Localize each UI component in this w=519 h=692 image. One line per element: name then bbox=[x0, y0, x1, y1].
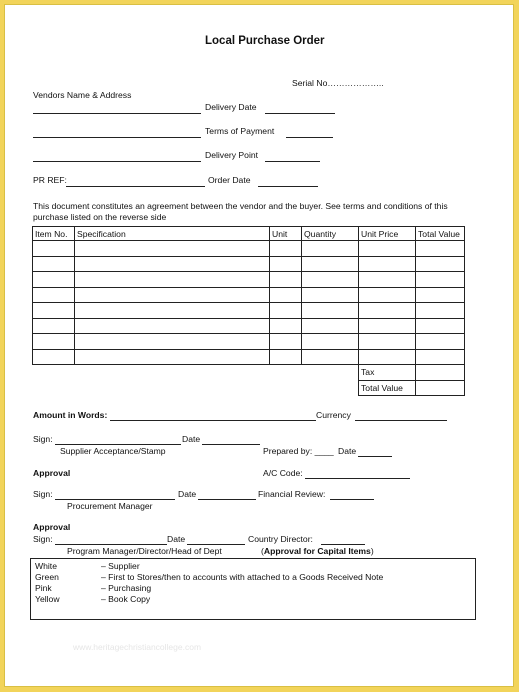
pr-ref-field[interactable] bbox=[66, 186, 205, 187]
currency-field[interactable] bbox=[355, 420, 447, 421]
director-date-label: Date bbox=[167, 534, 186, 544]
total-value-cell[interactable] bbox=[416, 380, 465, 396]
total-row bbox=[33, 380, 465, 396]
copy-color-white: White bbox=[35, 561, 57, 571]
table-row[interactable] bbox=[33, 334, 465, 350]
order-date-label: Order Date bbox=[208, 175, 251, 185]
director-sign-field[interactable] bbox=[55, 544, 167, 545]
copy-dest-yellow: – Book Copy bbox=[101, 594, 151, 604]
agreement-text-line-2: purchase listed on the reverse side bbox=[33, 212, 167, 222]
vendor-address-line-2[interactable] bbox=[33, 137, 201, 138]
supplier-sign-field[interactable] bbox=[55, 444, 181, 445]
copy-distribution-box bbox=[30, 558, 476, 620]
country-director-field[interactable] bbox=[321, 544, 365, 545]
delivery-point-label: Delivery Point bbox=[205, 150, 259, 160]
pr-ref-label: PR REF: bbox=[33, 175, 67, 185]
program-manager-label: Program Manager/Director/Head of Dept bbox=[67, 546, 222, 556]
delivery-date-label: Delivery Date bbox=[205, 102, 257, 112]
capital-items-note: (Approval for Capital Items) bbox=[261, 546, 374, 556]
tax-value-cell[interactable] bbox=[416, 365, 465, 381]
table-header-row bbox=[33, 227, 465, 241]
table-row[interactable] bbox=[33, 272, 465, 288]
supplier-date-label: Date bbox=[182, 434, 201, 444]
order-date-field[interactable] bbox=[258, 186, 318, 187]
amount-in-words-label: Amount in Words: bbox=[33, 410, 108, 420]
prepared-by-label: Prepared by: ____ bbox=[263, 446, 334, 456]
delivery-date-field[interactable] bbox=[265, 113, 335, 114]
table-row[interactable] bbox=[33, 349, 465, 365]
table-row[interactable] bbox=[33, 287, 465, 303]
financial-review-label: Financial Review: bbox=[258, 489, 326, 499]
table-row[interactable] bbox=[33, 303, 465, 319]
tax-label: Tax bbox=[359, 365, 416, 381]
supplier-date-field[interactable] bbox=[202, 444, 260, 445]
procurement-sign-label: Sign: bbox=[33, 489, 53, 499]
terms-of-payment-label: Terms of Payment bbox=[205, 126, 275, 136]
serial-number-label: Serial No……………….. bbox=[292, 78, 384, 88]
supplier-sign-label: Sign: bbox=[33, 434, 53, 444]
prepared-date-label: Date bbox=[338, 446, 357, 456]
terms-of-payment-field[interactable] bbox=[286, 137, 333, 138]
copy-dest-green: – First to Stores/then to accounts with attached to a Goods Received Note bbox=[101, 572, 384, 582]
tax-row bbox=[33, 365, 465, 381]
table-row[interactable] bbox=[33, 318, 465, 334]
director-date-field[interactable] bbox=[187, 544, 245, 545]
header-item-no: Item No. bbox=[33, 227, 75, 241]
approval-heading: Approval bbox=[33, 468, 71, 478]
ac-code-field[interactable] bbox=[305, 478, 410, 479]
header-specification: Specification bbox=[75, 227, 270, 241]
director-sign-label: Sign: bbox=[33, 534, 53, 544]
total-value-label: Total Value bbox=[359, 380, 416, 396]
copy-dest-pink: – Purchasing bbox=[101, 583, 152, 593]
copy-color-yellow: Yellow bbox=[35, 594, 60, 604]
supplier-acceptance-label: Supplier Acceptance/Stamp bbox=[60, 446, 166, 456]
header-total-value: Total Value bbox=[416, 227, 465, 241]
financial-review-field[interactable] bbox=[330, 499, 374, 500]
procurement-date-field[interactable] bbox=[198, 499, 256, 500]
currency-label: Currency bbox=[316, 410, 351, 420]
procurement-sign-field[interactable] bbox=[55, 499, 175, 500]
table-row[interactable] bbox=[33, 241, 465, 257]
approval-heading-2: Approval bbox=[33, 522, 71, 532]
vendor-address-line-1[interactable] bbox=[33, 113, 201, 114]
copy-color-pink: Pink bbox=[35, 583, 52, 593]
prepared-date-field[interactable] bbox=[358, 456, 392, 457]
document-page bbox=[4, 4, 514, 687]
header-unit: Unit bbox=[270, 227, 302, 241]
watermark-text: www.heritagechristiancollege.com bbox=[73, 642, 202, 652]
copy-color-green: Green bbox=[35, 572, 59, 582]
copy-dest-white: – Supplier bbox=[101, 561, 140, 571]
agreement-text-line-1: This document constitutes an agreement between the vendor and the buyer. See terms and conditions of this bbox=[33, 201, 448, 211]
table-row[interactable] bbox=[33, 256, 465, 272]
header-unit-price: Unit Price bbox=[359, 227, 416, 241]
items-table bbox=[32, 226, 465, 396]
vendor-address-line-3[interactable] bbox=[33, 161, 201, 162]
delivery-point-field[interactable] bbox=[265, 161, 320, 162]
amount-in-words-field[interactable] bbox=[110, 420, 316, 421]
document-title: Local Purchase Order bbox=[205, 35, 325, 47]
header-quantity: Quantity bbox=[302, 227, 359, 241]
procurement-manager-label: Procurement Manager bbox=[67, 501, 153, 511]
ac-code-label: A/C Code: bbox=[263, 468, 303, 478]
procurement-date-label: Date bbox=[178, 489, 197, 499]
vendors-label: Vendors Name & Address bbox=[33, 90, 132, 100]
country-director-label: Country Director: bbox=[248, 534, 313, 544]
